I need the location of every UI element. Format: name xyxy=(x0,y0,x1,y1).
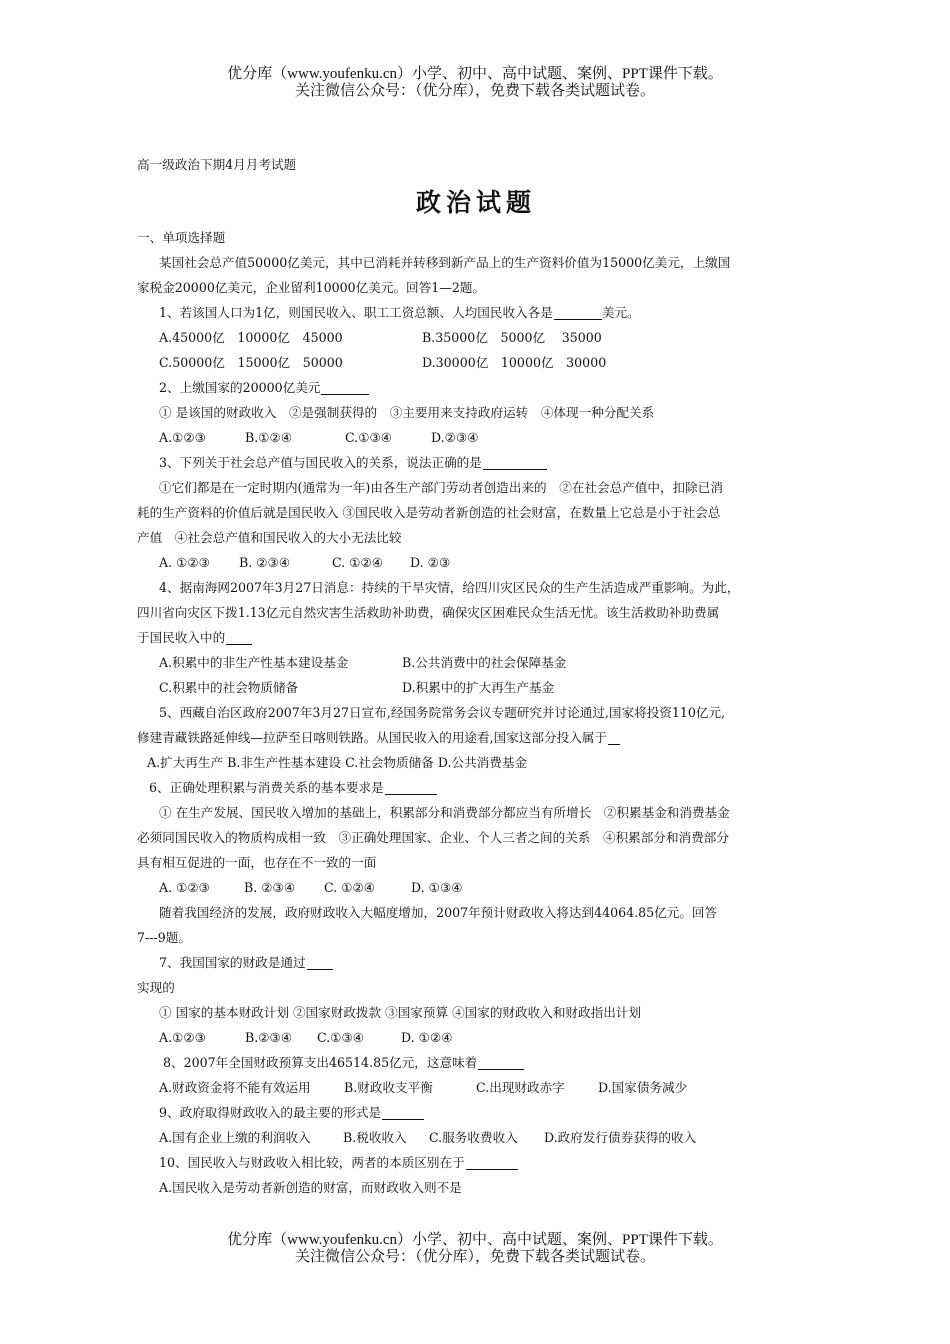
answer-blank xyxy=(466,1154,518,1170)
answer-blank xyxy=(226,629,252,645)
option-a: A.①②③ xyxy=(159,430,206,445)
question-3-text: 3、下列关于社会总产值与国民收入的关系，说法正确的是 xyxy=(159,455,482,470)
intro-paragraph-line: 7---9题。 xyxy=(137,930,191,945)
option-b: B. ②③④ xyxy=(239,555,291,570)
question-6-options-row xyxy=(137,875,815,900)
question-7-items: ① 国家的基本财政计划 ②国家财政拨款 ③国家预算 ④国家的财政收入和财政指出计划 xyxy=(159,1005,641,1020)
option-d: D. ①②④ xyxy=(401,1030,453,1045)
question-6-text: 6、正确处理积累与消费关系的基本要求是 xyxy=(149,780,384,795)
banner-line-1: 优分库（www.youfenku.cn）小学、初中、高中试题、案例、PPT课件下载。 xyxy=(227,66,723,82)
question-5-options: A.扩大再生产 B.非生产性基本建设 C.社会物质储备 D.公共消费基金 xyxy=(147,755,528,770)
question-2 xyxy=(137,375,815,400)
question-6 xyxy=(137,775,815,800)
section-heading: 一、单项选择题 xyxy=(137,230,226,245)
banner-line-2: 关注微信公众号：（优分库），免费下载各类试题试卷。 xyxy=(294,1249,655,1265)
question-4-options-row xyxy=(137,675,815,700)
option-d: D.政府发行债券获得的收入 xyxy=(544,1130,697,1145)
banner-line-1: 优分库（www.youfenku.cn）小学、初中、高中试题、案例、PPT课件下载。 xyxy=(227,1232,723,1248)
question-10-text: 10、国民收入与财政收入相比较，两者的本质区别在于 xyxy=(159,1155,465,1170)
option-b: B.②③④ xyxy=(245,1030,293,1045)
question-7 xyxy=(137,950,815,975)
option-c: C.①③④ xyxy=(345,430,393,445)
option-c: C.①③④ xyxy=(317,1030,365,1045)
option-c: C.积累中的社会物质储备 xyxy=(159,680,299,695)
answer-blank xyxy=(321,379,369,395)
option-c: C. ①②④ xyxy=(324,880,376,895)
question-4-line: 四川省向灾区下拨1.13亿元自然灾害生活救助补助费，确保灾区困难民众生活无忧。该生活救助补助费属 xyxy=(137,605,720,620)
question-7-text: 7、我国国家的财政是通过 xyxy=(159,955,306,970)
option-c: C. ①②④ xyxy=(332,555,384,570)
question-5-text: 修建青藏铁路延伸线—拉萨至日喀则铁路。从国民收入的用途看,国家这部分投入属于 xyxy=(137,730,607,745)
question-7-line: 实现的 xyxy=(137,980,175,995)
intro-paragraph-line: 某国社会总产值50000亿美元，其中已消耗并转移到新产品上的生产资料价值为15000亿美元，上缴国 xyxy=(159,255,731,270)
option-a: A. ①②③ xyxy=(159,880,210,895)
header-banner xyxy=(0,66,950,100)
exam-document xyxy=(137,152,815,1200)
question-10 xyxy=(137,1150,815,1175)
question-5-line: 5、西藏自治区政府2007年3月27日宣布,经国务院常务会议专题研究并讨论通过,国家将投资110亿元, xyxy=(159,705,726,720)
question-3-line: ①它们都是在一定时期内(通常为一年)由各生产部门劳动者创造出来的 ②在社会总产值中，扣除已消 xyxy=(159,480,723,495)
question-4-options-row xyxy=(137,650,815,675)
question-10-option-a: A.国民收入是劳动者新创造的财富，而财政收入则不是 xyxy=(159,1180,462,1195)
question-6-line: 必须同国民收入的物质构成相一致 ③正确处理国家、企业、个人三者之间的关系 ④积累部分和消费部分 xyxy=(137,830,729,845)
question-9-options-row xyxy=(137,1125,815,1150)
option-b: B. ②③④ xyxy=(244,880,296,895)
answer-blank xyxy=(608,729,620,745)
question-9-text: 9、政府取得财政收入的最主要的形式是 xyxy=(159,1105,382,1120)
answer-blank xyxy=(382,1104,424,1120)
answer-blank xyxy=(385,779,437,795)
question-4 xyxy=(137,625,815,650)
answer-blank xyxy=(554,304,602,320)
banner-line-2: 关注微信公众号：（优分库），免费下载各类试题试卷。 xyxy=(294,83,655,99)
question-1 xyxy=(137,300,815,325)
question-3-options-row xyxy=(137,550,815,575)
answer-blank xyxy=(483,454,547,470)
question-2-items: ① 是该国的财政收入 ②是强制获得的 ③主要用来支持政府运转 ④体现一种分配关系 xyxy=(159,405,655,420)
option-d: D. ①③④ xyxy=(411,880,463,895)
question-9 xyxy=(137,1100,815,1125)
answer-blank xyxy=(478,1054,524,1070)
option-b: B.公共消费中的社会保障基金 xyxy=(402,655,567,670)
exam-subtitle: 高一级政治下期4月月考试题 xyxy=(137,157,297,172)
question-2-options-row xyxy=(137,425,815,450)
question-8-options-row xyxy=(137,1075,815,1100)
option-d: D.②③④ xyxy=(431,430,479,445)
option-c: C.服务收费收入 xyxy=(429,1130,518,1145)
question-4-text: 于国民收入中的 xyxy=(137,630,226,645)
question-6-line: 具有相互促进的一面，也存在不一致的一面 xyxy=(137,855,377,870)
option-a: A.45000亿 10000亿 45000 xyxy=(159,330,343,345)
option-d: D. ②③ xyxy=(410,555,451,570)
option-a: A.积累中的非生产性基本建设基金 xyxy=(159,655,349,670)
option-c: C.50000亿 15000亿 50000 xyxy=(159,355,343,370)
option-a: A.国有企业上缴的利润收入 xyxy=(159,1130,311,1145)
option-d: D.积累中的扩大再生产基金 xyxy=(402,680,555,695)
intro-paragraph-line: 随着我国经济的发展，政府财政收入大幅度增加，2007年预计财政收入将达到44064.85亿元。回答 xyxy=(159,905,718,920)
option-d: D.30000亿 10000亿 30000 xyxy=(422,355,607,370)
question-3-line: 耗的生产资料的价值后就是国民收入 ③国民收入是劳动者新创造的社会财富，在数量上它总是小于社会总 xyxy=(137,505,721,520)
option-b: B.①②④ xyxy=(245,430,293,445)
option-d: D.国家债务减少 xyxy=(598,1080,688,1095)
option-b: B.税收收入 xyxy=(343,1130,407,1145)
answer-blank xyxy=(307,954,333,970)
question-4-line: 4、据南海网2007年3月27日消息：持续的干旱灾情，给四川灾区民众的生产生活造成严重影响。为此， xyxy=(159,580,740,595)
exam-title: 政治试题 xyxy=(415,188,536,217)
question-8 xyxy=(137,1050,815,1075)
question-1-options-row xyxy=(137,325,815,350)
intro-paragraph-line: 家税金20000亿美元，企业留利10000亿美元。回答1—2题。 xyxy=(137,280,486,295)
question-1-text: 1、若该国人口为1亿，则国民收入、职工工资总额、人均国民收入各是 xyxy=(159,305,553,320)
question-2-text: 2、上缴国家的20000亿美元 xyxy=(159,380,321,395)
option-b: B.财政收支平衡 xyxy=(344,1080,433,1095)
question-6-line: ① 在生产发展、国民收入增加的基础上，积累部分和消费部分都应当有所增长 ②积累基金和消费基金 xyxy=(159,805,730,820)
option-a: A. ①②③ xyxy=(159,555,210,570)
question-5 xyxy=(137,725,815,750)
option-a: A.①②③ xyxy=(159,1030,206,1045)
question-1-options-row xyxy=(137,350,815,375)
option-a: A.财政资金将不能有效运用 xyxy=(159,1080,311,1095)
question-3 xyxy=(137,450,815,475)
question-8-text: 8、2007年全国财政预算支出46514.85亿元，这意味着 xyxy=(163,1055,478,1070)
question-7-options-row xyxy=(137,1025,815,1050)
question-1-tail: 美元。 xyxy=(601,305,640,320)
option-b: B.35000亿 5000亿 35000 xyxy=(422,330,602,345)
question-3-line: 产值 ④社会总产值和国民收入的大小无法比较 xyxy=(137,530,402,545)
footer-banner xyxy=(0,1232,950,1266)
option-c: C.出现财政赤字 xyxy=(476,1080,565,1095)
